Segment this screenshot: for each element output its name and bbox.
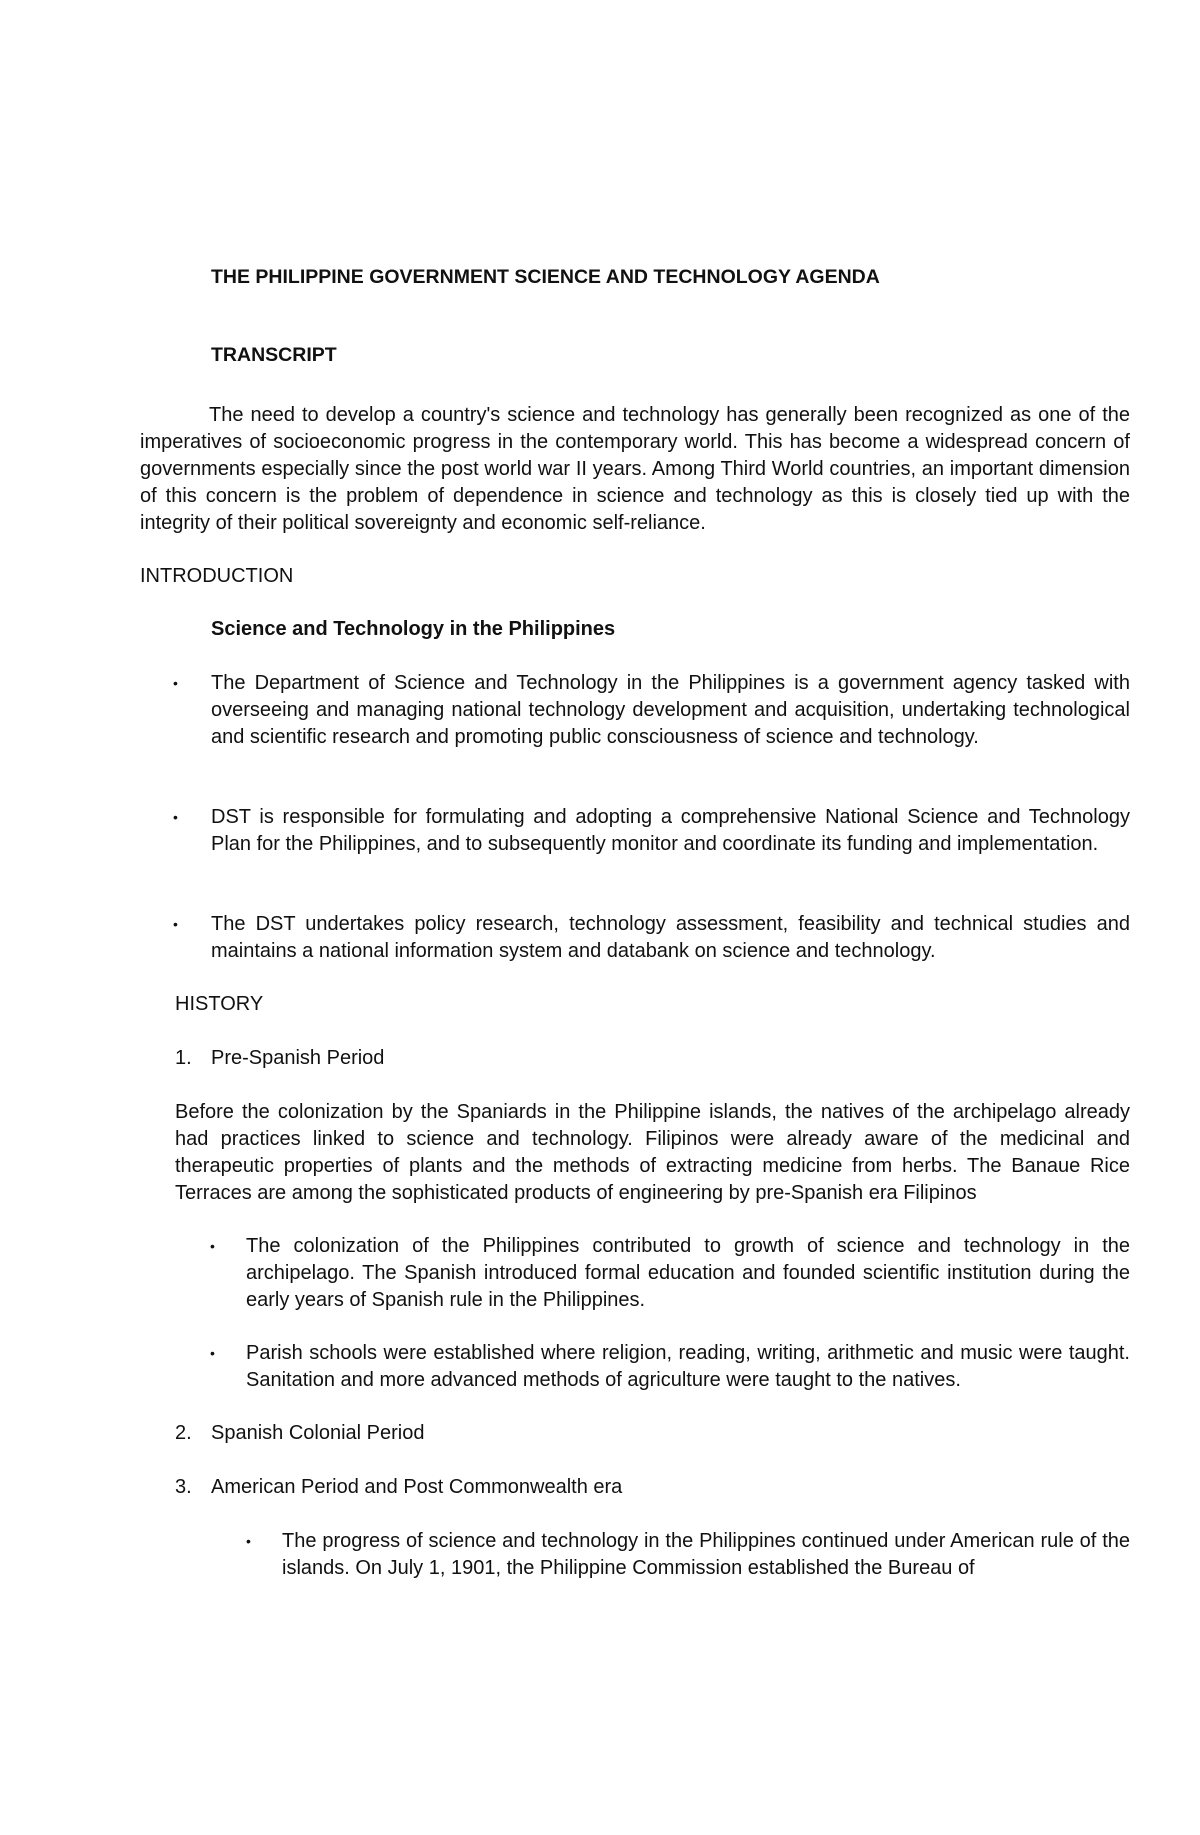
bullet-icon: • — [210, 1345, 215, 1361]
transcript-heading: TRANSCRIPT — [211, 344, 337, 366]
list-item-text: The colonization of the Philippines contributed to growth of science and technology in the archipelago. The Spanish introduced formal education and founded scientific institution during the early years of Spanish rule in the Philippines. — [246, 1235, 1130, 1311]
list-item-text: Parish schools were established where religion, reading, writing, arithmetic and music were taught. Sanitation and more advanced methods of agriculture were taught to the natives. — [246, 1342, 1130, 1391]
introduction-subheading: Science and Technology in the Philippines — [211, 618, 616, 640]
history-item-number: 2. — [175, 1422, 192, 1444]
list-item-text: The progress of science and technology in the Philippines continued under American rule of the islands. On July 1, 1901, the Philippine Commission established the Bureau of — [282, 1530, 1130, 1579]
bullet-icon: • — [210, 1238, 215, 1254]
bullet-icon: • — [173, 809, 178, 825]
history-item-number: 1. — [175, 1047, 192, 1069]
list-item-text: The Department of Science and Technology in the Philippines is a government agency tasked with overseeing and managing national technology development and acquisition, undertaking technological and scientific research and promoting public consciousness of science and technology. — [211, 672, 1130, 748]
introduction-heading: INTRODUCTION — [140, 565, 294, 587]
history-item-number: 3. — [175, 1476, 192, 1498]
history-heading: HISTORY — [175, 993, 264, 1015]
bullet-icon: • — [173, 675, 178, 691]
pre-spanish-paragraph: Before the colonization by the Spaniards in the Philippine islands, the natives of the archipelago already had practices linked to science and technology. Filipinos were already aware of the medicinal and therapeutic properties of plants and the methods of extracting medicine from herbs. The Banaue Rice Terraces are among the sophisticated products of engineering by pre-Spanish era Filipinos — [175, 1101, 1130, 1204]
history-item-label: Spanish Colonial Period — [211, 1422, 425, 1444]
bullet-icon: • — [173, 916, 178, 932]
list-item-text: The DST undertakes policy research, technology assessment, feasibility and technical studies and maintains a national information system and databank on science and technology. — [211, 913, 1130, 962]
bullet-icon: • — [246, 1533, 251, 1549]
history-item-label: American Period and Post Commonwealth era — [211, 1476, 623, 1498]
history-item-label: Pre-Spanish Period — [211, 1047, 385, 1069]
document-title: THE PHILIPPINE GOVERNMENT SCIENCE AND TECHNOLOGY AGENDA — [211, 266, 880, 288]
list-item-text: DST is responsible for formulating and adopting a comprehensive National Science and Technology Plan for the Philippines, and to subsequently monitor and coordinate its funding and implementation. — [211, 806, 1130, 855]
transcript-paragraph: The need to develop a country's science and technology has generally been recognized as one of the imperatives of socioeconomic progress in the contemporary world. This has become a widespread concern of governments especially since the post world war II years. Among Third World countries, an important dimension of this concern is the problem of dependence in science and technology as this is closely tied up with the integrity of their political sovereignty and economic self-reliance. — [140, 404, 1130, 534]
